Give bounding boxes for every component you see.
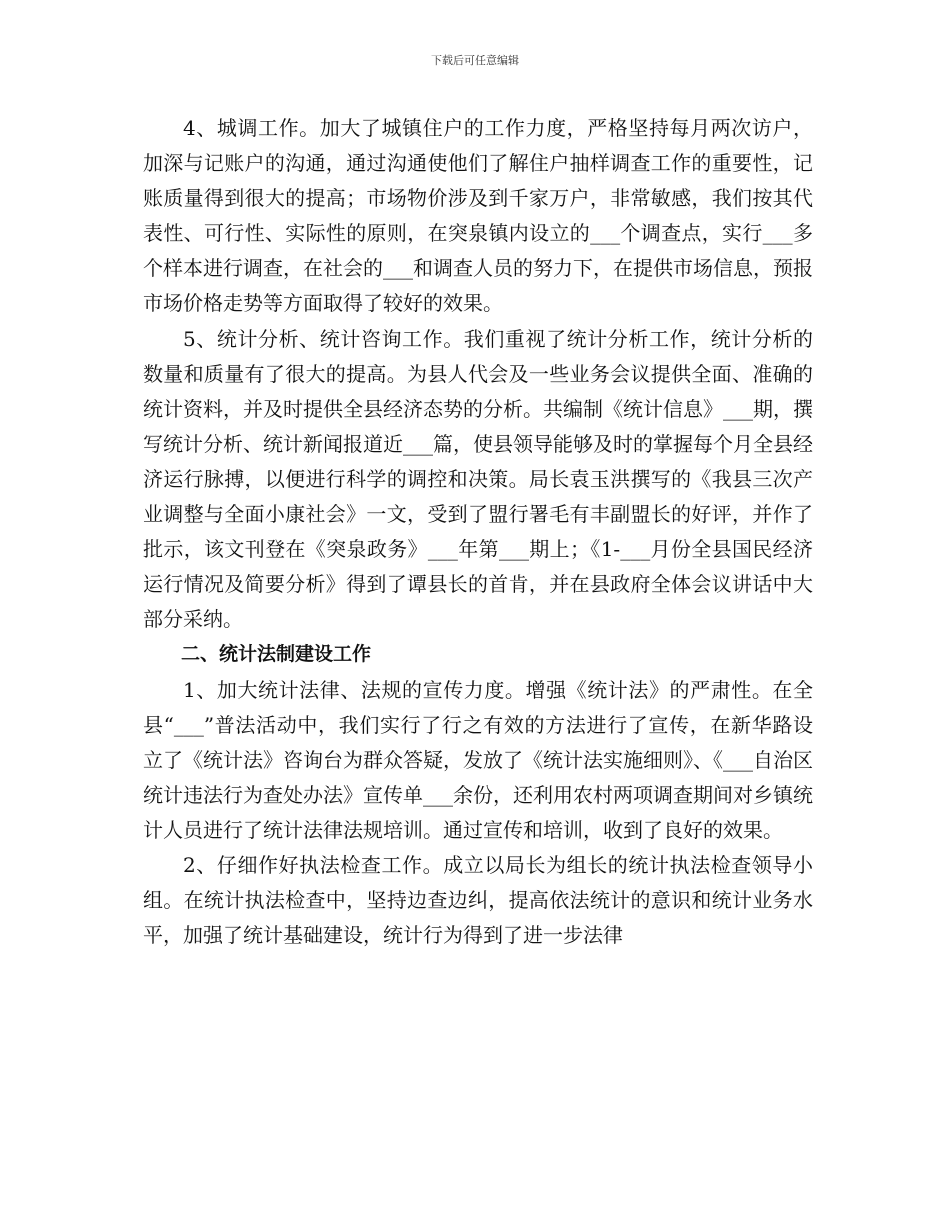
paragraph-statistical-analysis: 5、统计分析、统计咨询工作。我们重视了统计分析工作，统计分析的数量和质量有了很大的提高。为县人代会及一些业务会议提供全面、准确的统计资料，并及时提供全县经济态势的分析。共编制《统计信息》___期，撰写统计分析、统计新闻报道近___篇，使县领导能够及时的掌握每个月全县经济运行脉搏，以便进行科学的调控和决策。局长袁玉洪撰写的《我县三次产业调整与全面小康社会》一文，受到了盟行署毛有丰副盟长的好评，并作了批示，该文刊登在《突泉政务》___年第___期上；《1-___月份全县国民经济运行情况及简要分析》得到了谭县长的首肯，并在县政府全体会议讲话中大部分采纳。 xyxy=(143,326,813,632)
section-heading-legal-construction: 二、统计法制建设工作 xyxy=(181,643,372,666)
page-header: 下载后可任意编辑 xyxy=(431,54,519,67)
paragraph-urban-survey: 4、城调工作。加大了城镇住户的工作力度，严格坚持每月两次访户，加深与记账户的沟通，通过沟通使他们了解住户抽样调查工作的重要性，记账质量得到很大的提高；市场物价涉及到千家万户，非常敏感，我们按其代表性、可行性、实际性的原则，在突泉镇内设立的___个调查点，实行___多个样本进行调查，在社会的___和调查人员的努力下，在提供市场信息，预报市场价格走势等方面取得了较好的效果。 xyxy=(143,116,813,316)
paragraph-law-enforcement: 2、仔细作好执法检查工作。成立以局长为组长的统计执法检查领导小组。在统计执法检查中，坚持边查边纠，提高依法统计的意识和统计业务水平，加强了统计基础建设，统计行为得到了进一步法律 xyxy=(143,852,813,948)
paragraph-law-publicity: 1、加大统计法律、法规的宣传力度。增强《统计法》的严肃性。在全县“___”普法活动中，我们实行了行之有效的方法进行了宣传，在新华路设立了《统计法》咨询台为群众答疑，发放了《统计法实施细则》、《___自治区统计违法行为查处办法》宣传单___余份，还利用农村两项调查期间对乡镇统计人员进行了统计法律法规培训。通过宣传和培训，收到了良好的效果。 xyxy=(143,677,813,842)
document-body xyxy=(143,111,813,953)
